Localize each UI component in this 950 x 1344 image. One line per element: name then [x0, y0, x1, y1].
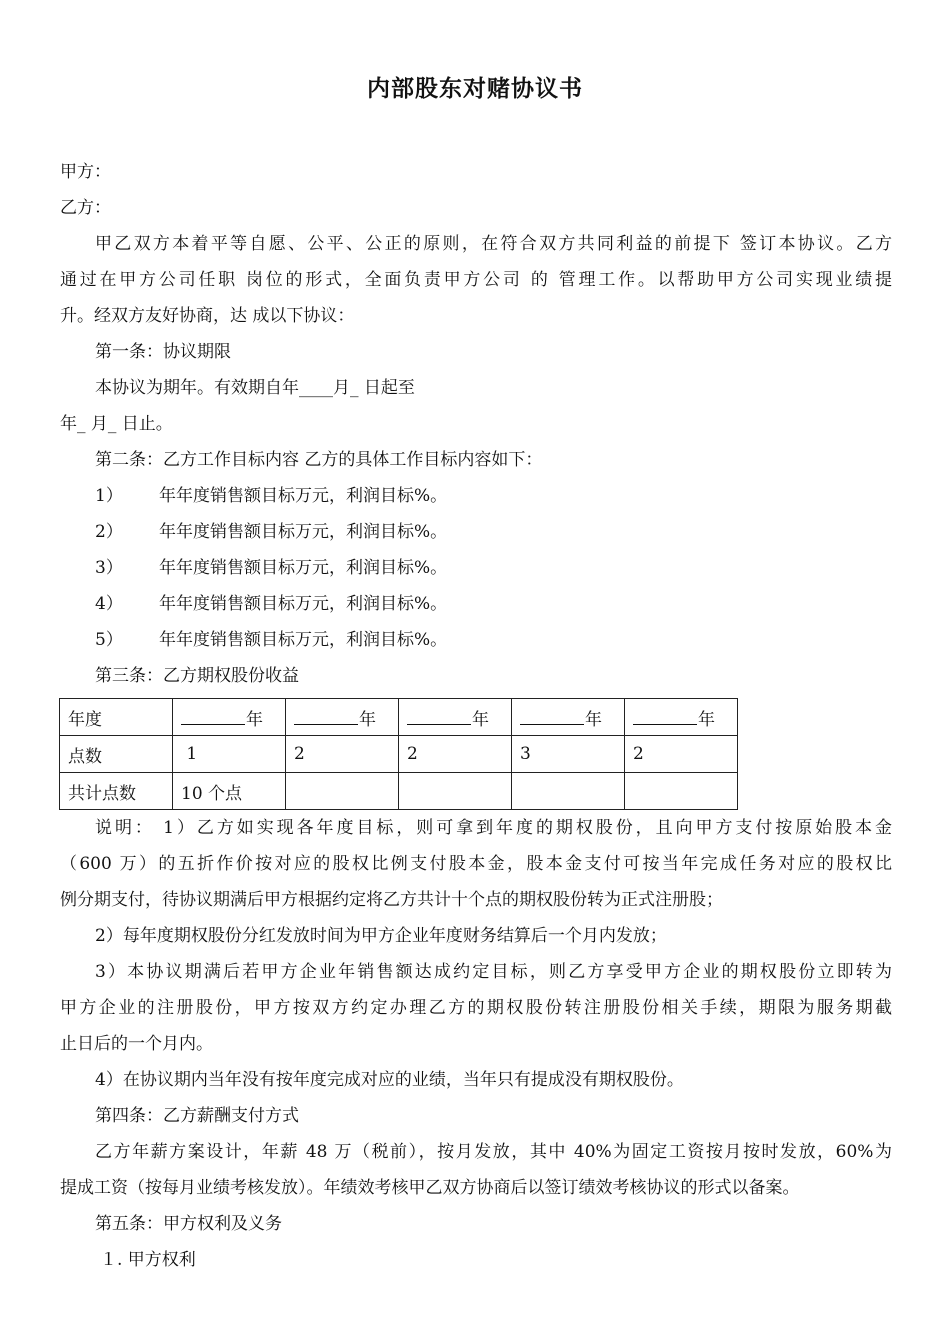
- article1-heading: 第一条：协议期限: [95, 342, 231, 362]
- points-cell: 3: [512, 736, 625, 773]
- year-header-label: 年度: [60, 699, 173, 736]
- points-cell: 2: [625, 736, 738, 773]
- year-cell: 年: [512, 699, 625, 736]
- note-line-4: 2）每年度期权股份分红发放时间为甲方企业年度财务结算后一个月内发放；: [95, 926, 667, 946]
- target-item: [95, 594, 447, 614]
- article4-line-2: 提成工资（按每月业绩考核发放）。年绩效考核甲乙双方协商后以签订绩效考核协议的形式以备案。: [60, 1178, 800, 1198]
- article2-heading: 第二条：乙方工作目标内容 乙方的具体工作目标内容如下：: [95, 450, 543, 470]
- note-line-2: （600 万）的五折作价按对应的股权比例支付股本金，股本金支付可按当年完成任务对应的股权比: [60, 854, 892, 874]
- target-item-text: 年年度销售额目标万元，利润目标%。: [159, 522, 448, 542]
- note-line-6: 甲方企业的注册股份，甲方按双方约定办理乙方的期权股份转注册股份相关手续，期限为服务期截: [60, 998, 892, 1018]
- year-cell: 年: [399, 699, 512, 736]
- target-item-number: 4）: [95, 594, 123, 614]
- total-points-value: 10 个点: [173, 773, 286, 810]
- target-item-text: 年年度销售额目标万元，利润目标%。: [159, 486, 448, 506]
- empty-cell: [399, 773, 512, 810]
- intro-line-3: 升。经双方友好协商，达 成以下协议：: [60, 306, 355, 326]
- target-item-text: 年年度销售额目标万元，利润目标%。: [159, 630, 448, 650]
- party-b-label: 乙方：: [60, 198, 111, 218]
- target-item: [95, 522, 447, 542]
- table-row: [60, 773, 738, 810]
- target-item-text: 年年度销售额目标万元，利润目标%。: [159, 558, 448, 578]
- target-item: [95, 630, 447, 650]
- note-line-3: 例分期支付，待协议期满后甲方根据约定将乙方共计十个点的期权股份转为正式注册股；: [60, 890, 723, 910]
- target-item-text: 年年度销售额目标万元，利润目标%。: [159, 594, 448, 614]
- article1-line1: 本协议为期年。有效期自年____月_ 日起至: [95, 378, 415, 398]
- year-cell: 年: [286, 699, 399, 736]
- note-line-1: 说明： 1）乙方如实现各年度目标，则可拿到年度的期权股份，且向甲方支付按原始股本金: [95, 818, 892, 838]
- year-cell: 年: [625, 699, 738, 736]
- equity-table: [59, 698, 738, 810]
- target-item-number: 3）: [95, 558, 123, 578]
- target-item-number: 2）: [95, 522, 123, 542]
- total-points-label: 共计点数: [60, 773, 173, 810]
- note-line-5: 3）本协议期满后若甲方企业年销售额达成约定目标，则乙方享受甲方企业的期权股份立即转为: [95, 962, 892, 982]
- points-cell: 1: [173, 736, 286, 773]
- table-row: [60, 736, 738, 773]
- target-item-number: 5）: [95, 630, 123, 650]
- table-row: [60, 699, 738, 736]
- party-a-label: 甲方：: [60, 162, 111, 182]
- intro-line-2: 通过在甲方公司任职 岗位的形式，全面负责甲方公司 的 管理工作。以帮助甲方公司实现业绩提: [60, 270, 892, 290]
- article4-heading: 第四条：乙方薪酬支付方式: [95, 1106, 299, 1126]
- year-cell: 年: [173, 699, 286, 736]
- target-item-number: 1）: [95, 486, 123, 506]
- target-item: [95, 558, 447, 578]
- intro-line-1: 甲乙双方本着平等自愿、公平、公正的原则，在符合双方共同利益的前提下 签订本协议。乙方: [95, 234, 892, 254]
- note-line-7: 止日后的一个月内。: [60, 1034, 213, 1054]
- article3-heading: 第三条：乙方期权股份收益: [95, 666, 299, 686]
- article5-heading: 第五条：甲方权利及义务: [95, 1214, 282, 1234]
- note-line-8: 4）在协议期内当年没有按年度完成对应的业绩，当年只有提成没有期权股份。: [95, 1070, 684, 1090]
- points-label: 点数: [60, 736, 173, 773]
- target-item: [95, 486, 447, 506]
- article4-line-1: 乙方年薪方案设计，年薪 48 万（税前），按月发放，其中 40%为固定工资按月按时发放，60%为: [95, 1142, 892, 1162]
- empty-cell: [625, 773, 738, 810]
- points-cell: 2: [399, 736, 512, 773]
- points-cell: 2: [286, 736, 399, 773]
- empty-cell: [512, 773, 625, 810]
- document-title: 内部股东对赌协议书: [367, 76, 583, 102]
- article5-sub1: １. 甲方权利: [100, 1250, 196, 1270]
- article1-line2: 年_ 月_ 日止。: [60, 414, 173, 434]
- empty-cell: [286, 773, 399, 810]
